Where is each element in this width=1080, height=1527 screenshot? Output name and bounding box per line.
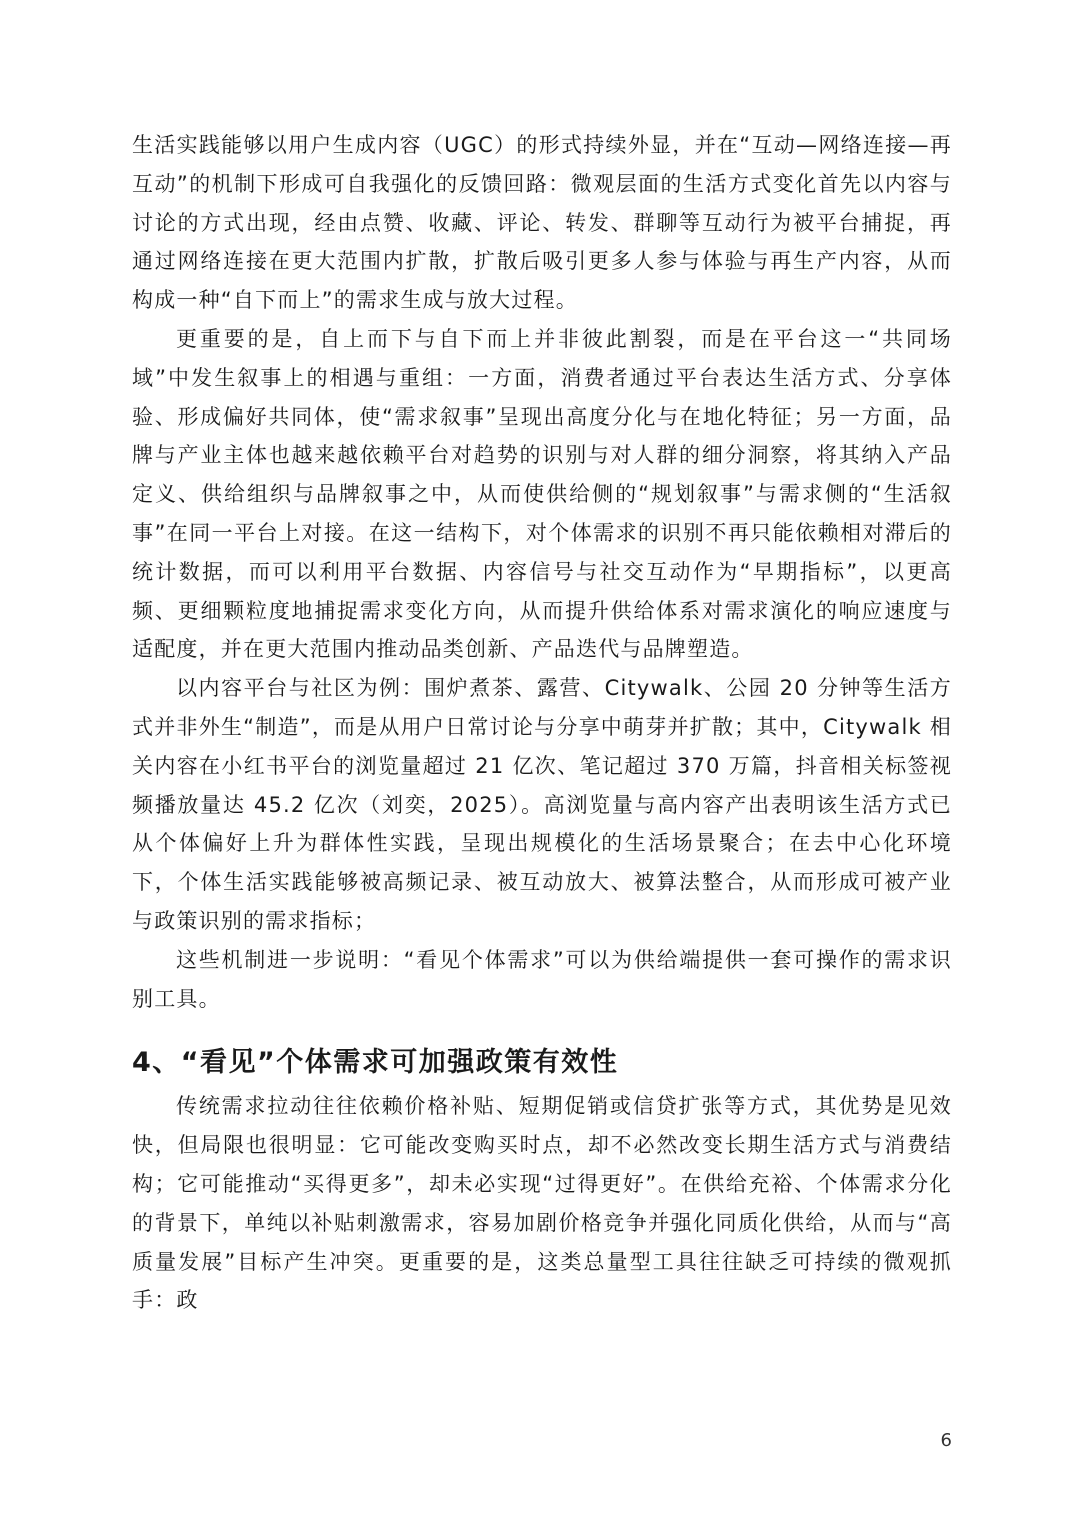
page-content	[132, 126, 952, 1320]
section-heading: 4、“看见”个体需求可加强政策有效性	[132, 1047, 619, 1079]
paragraph-ugc-feedback-loop: 生活实践能够以用户生成内容（UGC）的形式持续外显，并在“互动—网络连接—再互动”的机制下形成可自我强化的反馈回路：微观层面的生活方式变化首先以内容与讨论的方式出现，经由点赞、收藏、评论、转发、群聊等互动行为被平台捕捉，再通过网络连接在更大范围内扩散，扩散后吸引更多人参与体验与再生产内容，从而构成一种“自下而上”的需求生成与放大过程。	[132, 133, 952, 313]
paragraph-mechanism-summary: 这些机制进一步说明：“看见个体需求”可以为供给端提供一套可操作的需求识别工具。	[132, 947, 952, 1011]
paragraph-traditional-demand: 传统需求拉动往往依赖价格补贴、短期促销或信贷扩张等方式，其优势是见效快，但局限也很明显：它可能改变购买时点，却不必然改变长期生活方式与消费结构；它可能推动“买得更多”，却未必实现“过得更好”。在供给充裕、个体需求分化的背景下，单纯以补贴刺激需求，容易加剧价格竞争并强化同质化供给，从而与“高质量发展”目标产生冲突。更重要的是，这类总量型工具往往缺乏可持续的微观抓手：政	[132, 1094, 952, 1313]
page-number: 6	[940, 1430, 952, 1451]
paragraph-top-down-bottom-up: 更重要的是，自上而下与自下而上并非彼此割裂，而是在平台这一“共同场域”中发生叙事上的相遇与重组：一方面，消费者通过平台表达生活方式、分享体验、形成偏好共同体，使“需求叙事”呈现出高度分化与在地化特征；另一方面，品牌与产业主体也越来越依赖平台对趋势的识别与对人群的细分洞察，将其纳入产品定义、供给组织与品牌叙事之中，从而使供给侧的“规划叙事”与需求侧的“生活叙事”在同一平台上对接。在这一结构下，对个体需求的识别不再只能依赖相对滞后的统计数据，而可以利用平台数据、内容信号与社交互动作为“早期指标”，以更高频、更细颗粒度地捕捉需求变化方向，从而提升供给体系对需求演化的响应速度与适配度，并在更大范围内推动品类创新、产品迭代与品牌塑造。	[132, 326, 952, 662]
paragraph-citywalk-example: 以内容平台与社区为例：围炉煮茶、露营、Citywalk、公园 20 分钟等生活方式并非外生“制造”，而是从用户日常讨论与分享中萌芽并扩散；其中，Citywalk 相关内容在小红书平台的浏览量超过 21 亿次、笔记超过 370 万篇，抖音相关标签视频播放量达 45.2 亿次（刘奕，2025）。高浏览量与高内容产出表明该生活方式已从个体偏好上升为群体性实践，呈现出规模化的生活场景聚合；在去中心化环境下，个体生活实践能够被高频记录、被互动放大、被算法整合，从而形成可被产业与政策识别的需求指标；	[132, 676, 952, 933]
